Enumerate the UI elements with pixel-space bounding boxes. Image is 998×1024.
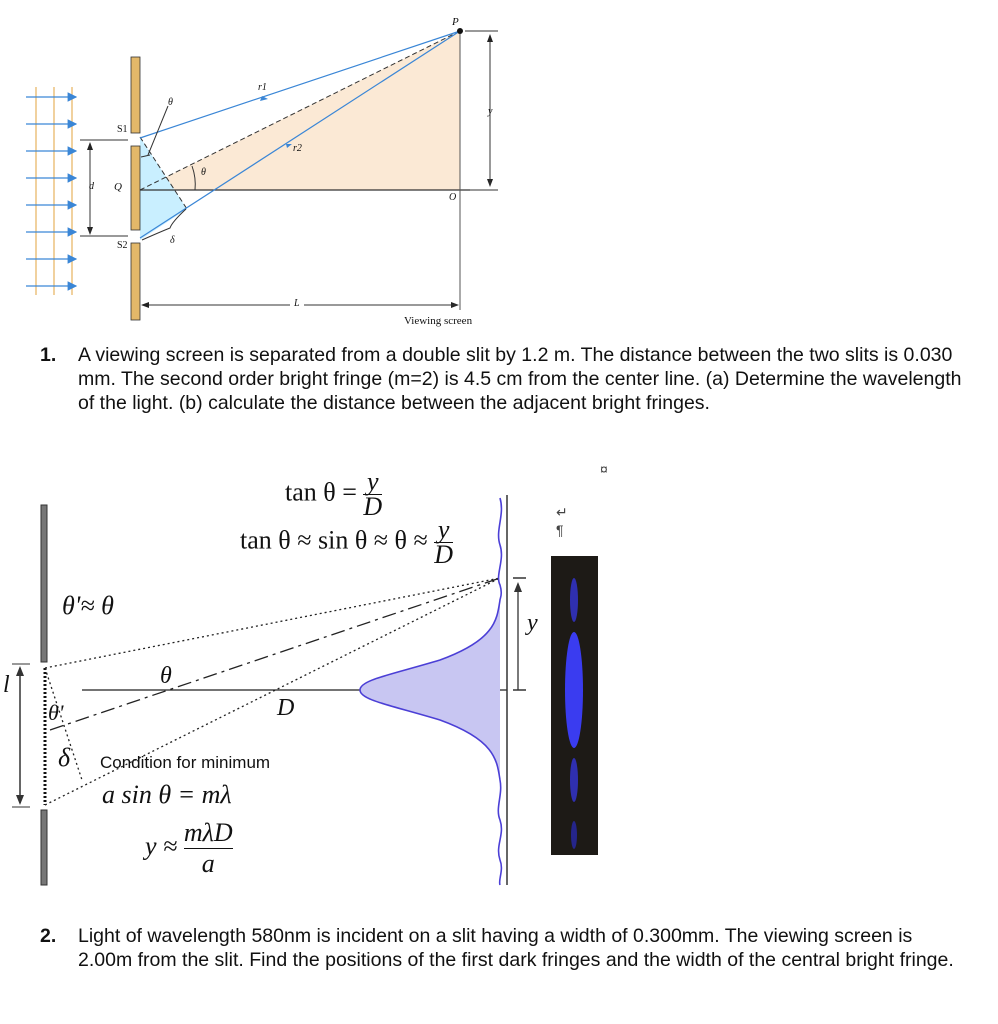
eq4-lhs: y ≈ (145, 831, 178, 861)
diffraction-pattern-image (551, 556, 598, 855)
eq2-lhs: tan θ ≈ sin θ ≈ θ ≈ (240, 525, 428, 555)
label-l: L (294, 298, 300, 309)
eq4-numerator: mλD (183, 818, 233, 847)
label-s2: S2 (117, 240, 128, 251)
theta-prime-approx: θ'≈ θ (62, 591, 114, 620)
question-2-number: 2. (40, 925, 57, 947)
viewing-screen-label: Viewing screen (404, 315, 473, 327)
label-d-distance: D (277, 695, 295, 721)
equation-tan-theta (285, 467, 383, 521)
eq1-denominator: D (363, 492, 383, 521)
question-2-text: Light of wavelength 580nm is incident on a slit having a width of 0.300mm. The viewing screen is 2.00m from the slit. Find the positions of the first dark fringes and the width of the central bright fringe. (78, 925, 954, 971)
condition-label: Condition for minimum (100, 753, 271, 772)
label-r2: r2 (293, 143, 302, 154)
pilcrow-icon: ¶ (556, 522, 564, 538)
label-s1: S1 (117, 124, 128, 135)
label-q: Q (114, 181, 122, 193)
label-delta: δ (58, 743, 71, 772)
eq1-numerator: y (367, 467, 379, 496)
cell-marker-icon: ¤ (600, 461, 608, 477)
label-theta-top: θ (168, 97, 173, 108)
eq1-lhs: tan θ = (285, 477, 357, 507)
label-d: d (89, 181, 94, 192)
label-p: P (452, 16, 459, 28)
label-theta-mid: θ (201, 167, 206, 178)
intensity-fill (360, 600, 500, 780)
return-marker-icon: ↵ (556, 504, 568, 520)
question-1-number: 1. (40, 344, 57, 366)
label-y-distance: y (527, 610, 538, 636)
equation-minimum: a sin θ = mλ (102, 780, 232, 809)
eq2-numerator: y (437, 515, 450, 544)
label-r1: r1 (258, 82, 267, 93)
label-o: O (449, 192, 457, 203)
label-y: y (488, 106, 493, 117)
equation-small-angle (240, 515, 454, 569)
label-theta: θ (160, 663, 172, 689)
label-delta: δ (170, 235, 175, 246)
equation-y-position (145, 818, 233, 879)
eq2-denominator: D (434, 540, 454, 569)
question-1-text: A viewing screen is separated from a double slit by 1.2 m. The distance between the two slits is 0.030 mm. The second order bright fringe (m=2) is 4.5 cm from the center line. (a) Determine the wavelength of the light. (b) calculate the distance between the adjacent bright fringes. (78, 344, 962, 414)
eq4-denominator: a (201, 849, 215, 878)
label-theta-prime: θ' (48, 700, 64, 725)
label-slit-width: l (3, 672, 10, 698)
